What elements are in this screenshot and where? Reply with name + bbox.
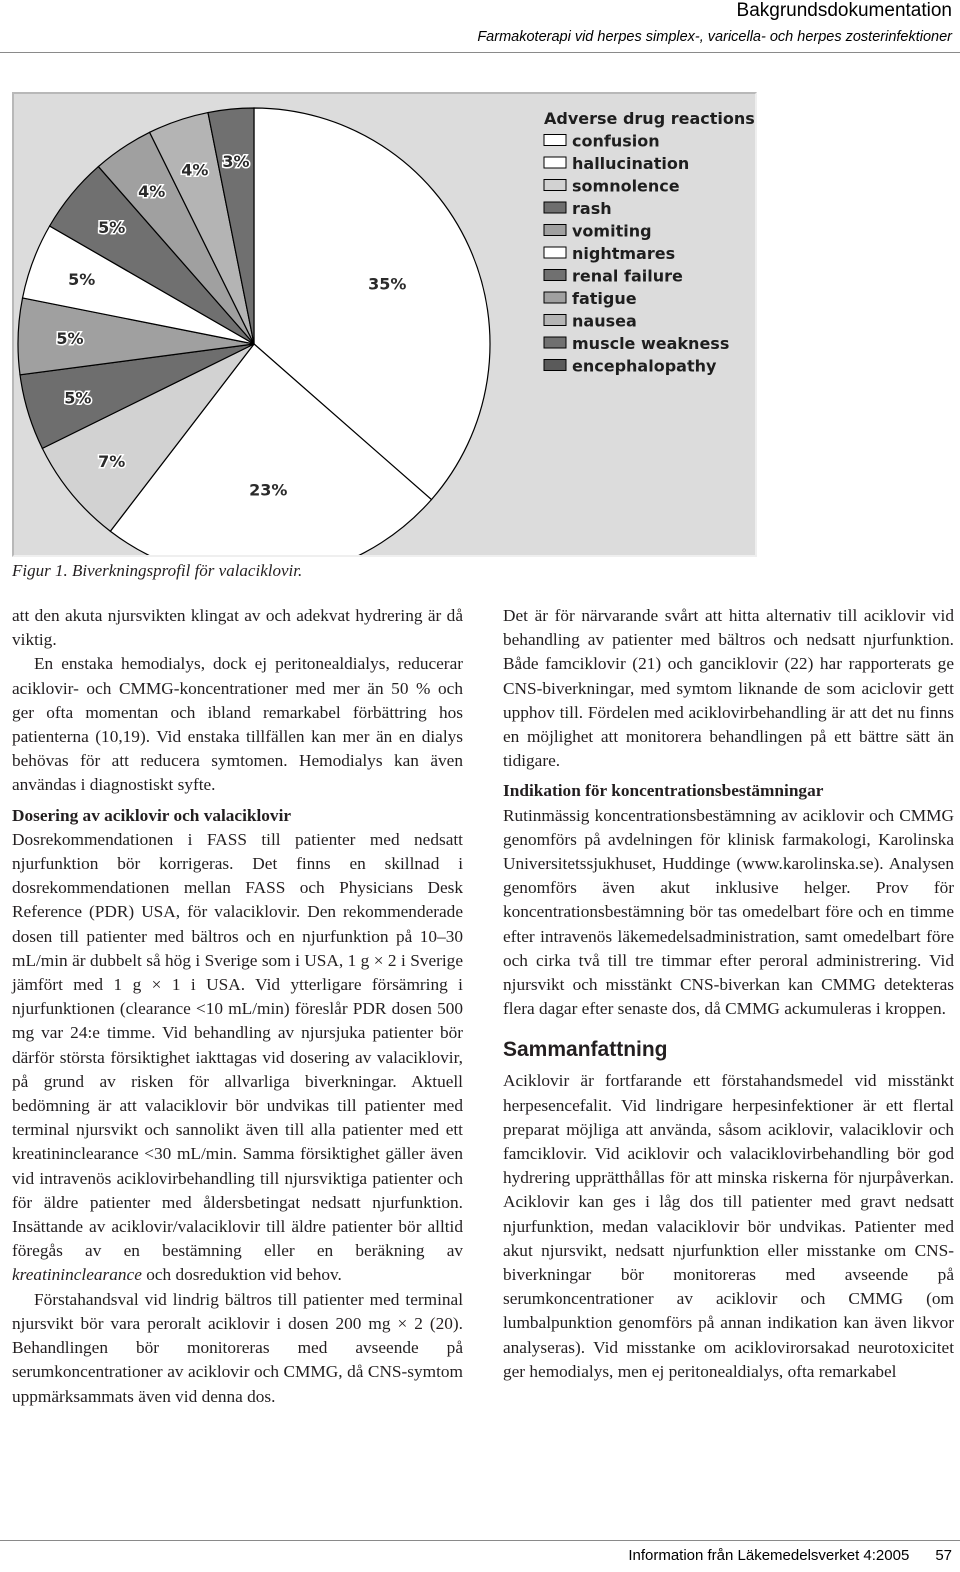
pie-value-label: 23%: [249, 480, 288, 500]
legend-swatch: [544, 270, 566, 281]
legend-swatch: [544, 360, 566, 371]
text-run: och dosreduktion vid behov.: [141, 1265, 342, 1285]
pie-value-label: 3%: [222, 151, 250, 171]
legend-label: nausea: [572, 311, 637, 331]
pie-value-label: 4%: [138, 181, 166, 201]
legend-swatch: [544, 202, 566, 213]
legend-swatch: [544, 180, 566, 191]
legend-label: nightmares: [572, 244, 676, 263]
pie-value-label: 5%: [98, 218, 126, 238]
legend-label: hallucination: [572, 154, 690, 173]
legend-label: vomiting: [572, 221, 652, 241]
legend-label: somnolence: [572, 176, 680, 196]
legend-swatch: [544, 135, 566, 146]
legend-swatch: [544, 315, 566, 326]
paragraph: Rutinmässig koncentrationsbestämning av aciklovir och CMMG genomförs på avdelningen för klinisk farmakologi, Karolinska Universitetssjukhuset, Huddinge (www.karolinska.se). Analysen genomförs även akut inklusive helger. Prov för koncentrationsbestämning bör tas omedelbart före och en timme efter intravenös läkemedelsadministration, samt omedelbart före och cirka två till tre timmar efter peroral administrering. Vid njursvikt och misstänkt CNS-biverkan kan CMMG detekteras flera dagar efter senaste dos, då CMMG ackumuleras i kroppen.: [503, 805, 954, 1019]
italic-term: kreatininclearance: [12, 1265, 142, 1285]
legend-swatch: [544, 247, 566, 258]
legend-swatch: [544, 337, 566, 348]
header-divider: [0, 52, 960, 53]
paragraph: Förstahandsval vid lindrig bältros till patienter med terminal njursvikt bör vara peroralt aciklovir i dosen 200 mg × 2 (20). Behandlingen bör monitoreras med avseende på serumkoncentrationer av aciklovir och CMMG, då CNS-symtom uppmärksammats även vid denna dos.: [12, 1289, 463, 1406]
legend-label: muscle weakness: [572, 334, 730, 353]
page-footer: [628, 1547, 952, 1564]
paragraph: [12, 828, 463, 1288]
legend-swatch: [544, 225, 566, 236]
legend-label: encephalopathy: [572, 356, 717, 376]
text-run: Dosrekommendationen i FASS till patienter med nedsatt njurfunktion bör korrigeras. Det finns en skillnad i dosrekommendationen mellan FASS och Physicians Desk Reference (PDR) USA, för valaciklovir. Den rekommenderade dosen till patienter med bältros och en njurfunktion på 10–30 mL/min är dubbelt så hög i Sverige som i USA, 1 g × 2 i Sverige jämfört med 1 g × 1 i USA. Vid ytterligare försämring i njurfunktionen (clearance <10 mL/min) föreslår PDR dosen 500 mg var 24:e timme. Vid behandling av njursjuka patienter bör därför största försiktighet iakttagas vid dosering av valaciklovir, på grund av risken för allvarliga biverkningar. Aktuell bedömning är att valaciklovir bör undvikas till patienter med terminal njursvikt och sannolikt även till alla patienter med ett kreatininclearance <30 mL/min. Samma försiktighet gäller även vid intravenös aciklovirbehandling till njursviktiga patienter och för äldre patienter med åldersbetingat nedsatt njurfunktion. Insättande av aciklovir/valaciklovir till äldre patienter bör alltid föregås av en bestämning eller en beräkning av: [12, 829, 463, 1261]
paragraph: att den akuta njursvikten klingat av och adekvat hydrering är då viktig.: [12, 606, 463, 650]
footer-source: Information från Läkemedelsverket 4:2005: [628, 1547, 910, 1564]
legend-label: renal failure: [572, 266, 683, 286]
pie-value-label: 7%: [98, 451, 126, 471]
paragraph: Aciklovir är fortfarande ett förstahandsmedel vid misstänkt herpesencefalit. Vid lindrigare herpesinfektioner är ett flertal preparat möjliga att använda, såsom aciklovir, valaciklovir och famciklovir. Vid aciklovir och valaciklovirbehandling bör god hydrering upprätthållas för att minska riskerna för njurpåverkan. Aciklovir kan ges i låg dos till patienter med gravt nedsatt njurfunktion, medan valaciklovir bör undvikas. Patienter med akut njursvikt, nedsatt njurfunktion eller misstanke om CNS-biverkningar bör monitoreras med avseende på serumkoncentrationer av aciklovir och CMMG (om lumbalpunktion genomförs på annan indikation kan även likvor analyseras). Vid misstanke om aciklovirorsakad neurotoxicitet ger hemodialys, men ej peritonealdialys, ofta remarkabel: [503, 1071, 954, 1381]
pie-value-label: 5%: [68, 270, 96, 290]
paragraph: Det är för närvarande svårt att hitta alternativ till aciklovir vid behandling av patienter med bältros och nedsatt njurfunktion. Både famciklovir (21) och ganciklovir (22) har rapporterats ge CNS-biverkningar, med symtom liknande de som aciclovir gett upphov till. Fördelen med aciklovirbehandling är att det nu finns en möjlighet att monitorera behandlingen på ett bättre sätt än tidigare.: [503, 606, 954, 771]
pie-chart: [14, 94, 755, 555]
running-header-subtitle: Farmakoterapi vid herpes simplex-, varicella- och herpes zosterinfektioner: [477, 29, 952, 45]
right-column: [503, 604, 954, 1384]
legend-label: fatigue: [572, 289, 637, 308]
left-column: [12, 604, 463, 1409]
paragraph: En enstaka hemodialys, dock ej peritonealdialys, reducerar aciklovir- och CMMG-koncentrationer med mer än 50 % och ger ofta momentan och ibland remarkabel förbättring hos patienterna (10,19). Vid enstaka tillfällen kan mer än en dialys behövas för att reducera symtomen. Hemodialys kan även användas i diagnostiskt syfte.: [12, 654, 463, 795]
legend-title: Adverse drug reactions: [544, 109, 755, 128]
legend-swatch: [544, 292, 566, 303]
legend-label: rash: [572, 199, 612, 218]
section-heading-sammanfattning: Sammanfattning: [503, 1038, 668, 1062]
running-header-title: Bakgrundsdokumentation: [736, 0, 952, 21]
pie-value-label: 5%: [64, 388, 92, 408]
legend-label: confusion: [572, 131, 660, 151]
page-number: 57: [935, 1547, 952, 1564]
legend-swatch: [544, 157, 566, 168]
subheading-dosering: Dosering av aciklovir och valaciklovir: [12, 805, 292, 825]
pie-chart-figure: [12, 92, 757, 557]
figure-caption: Figur 1. Biverkningsprofil för valaciklovir.: [12, 561, 303, 580]
pie-value-label: 35%: [368, 274, 407, 294]
subheading-indikation: Indikation för koncentrationsbestämningar: [503, 781, 824, 801]
pie-value-label: 4%: [181, 160, 209, 180]
pie-value-label: 5%: [56, 329, 84, 348]
footer-divider: [0, 1540, 960, 1541]
